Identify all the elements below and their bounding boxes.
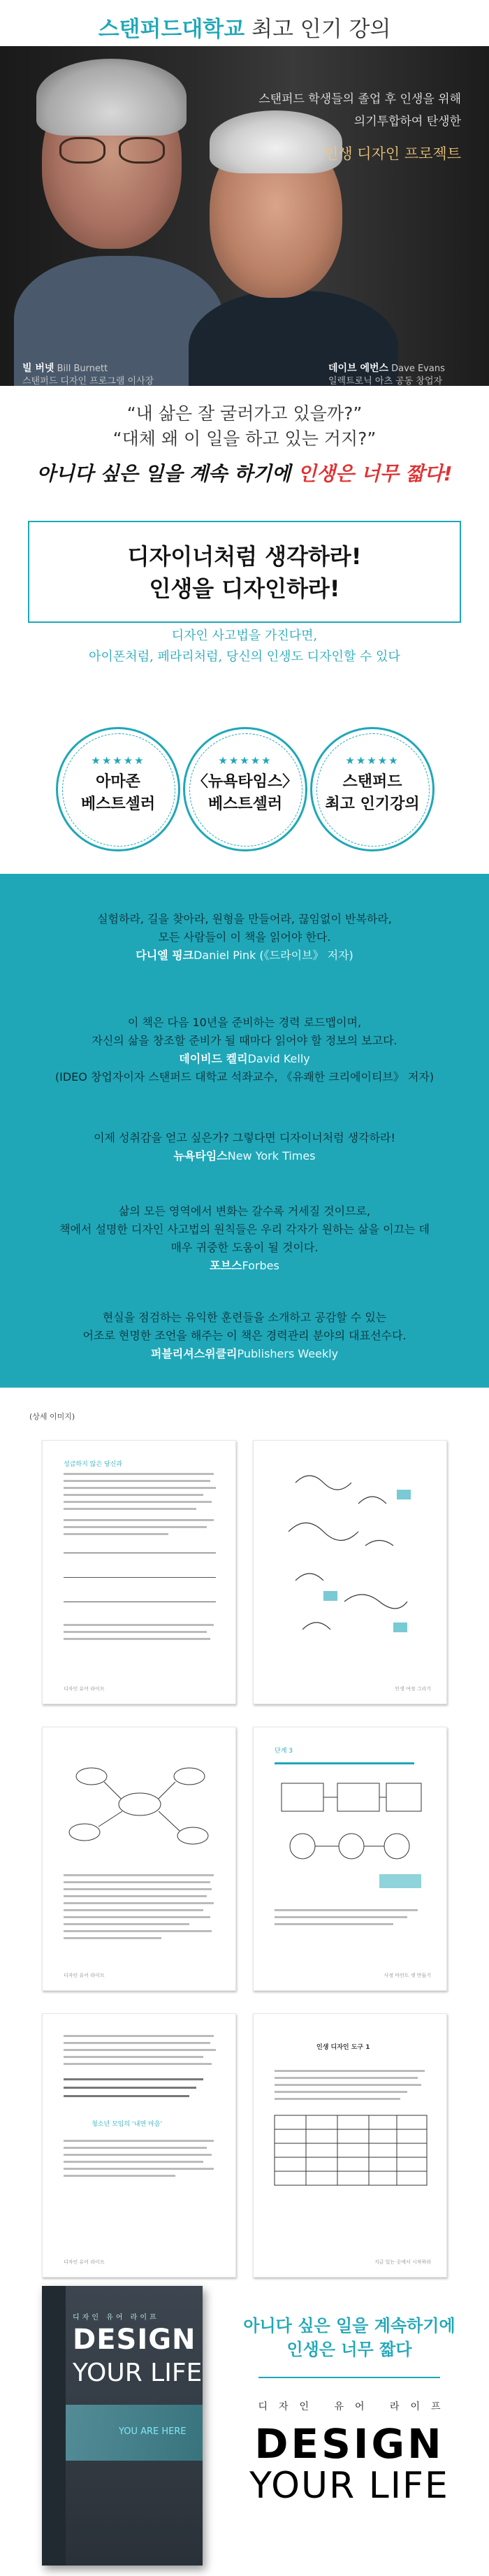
header-rest: 최고 인기 강의 [245,17,391,42]
text-line [64,2168,214,2170]
quote-section [0,386,489,491]
review-line: 이제 성취감을 얻고 싶은가? 그렇다면 디자이너처럼 생각하라! [94,1131,395,1144]
review-line: 모든 사람들이 이 책을 읽어야 한다. [158,930,331,944]
page-thumbnail [253,1727,447,1991]
diagram-node [384,1834,409,1859]
review-source [0,1345,489,1363]
review-line: 자신의 삶을 창조할 준비가 될 때마다 읽어야 할 정보의 보고다. [92,1034,397,1047]
text-line [64,1930,212,1932]
reviews-section [0,874,489,1388]
badge-stanford [310,727,435,851]
page-thumbnail [253,1440,447,1704]
text-line [275,2070,425,2072]
map-node [119,1793,161,1815]
tagline-highlight: 인생은 너무 짧다! [297,462,453,485]
text-line [64,1501,212,1503]
page-heading: 청소년 모임의 ‘내면 마음’ [92,2121,163,2128]
header-brand: 스탠퍼드대학교 [98,17,245,42]
page-footer: 지금 있는 곳에서 시작하라 [374,2259,431,2265]
review-line: 현실을 점검하는 유익한 훈련들을 소개하고 공감할 수 있는 [102,1311,387,1324]
text-line [64,1494,203,1496]
page-footer: 디자인 유어 라이프 [64,1686,105,1692]
badge-line: 〈뉴욕타임스〉 [192,773,298,791]
sketch-stroke [295,1574,323,1581]
text-line [64,1487,216,1489]
text-line [275,2077,418,2079]
text-line [275,1762,414,1764]
sketch-stroke [289,1523,358,1541]
sketch-stroke [302,1622,330,1629]
page-thumbnail [42,2013,236,2278]
design-line: 디자이너처럼 생각하라! [127,543,362,570]
badge-line: 베스트셀러 [80,796,156,813]
text-line [275,2098,400,2100]
author1-name-en: Bill Burnett [57,364,108,374]
mind-map [43,1748,236,1867]
review-line: 실험하라, 길을 찾아라, 원형을 만들어라, 끊임없이 반복하라, [97,912,392,926]
review-source [0,1050,489,1068]
book-cover [42,2286,203,2566]
map-node [76,1768,107,1785]
star-icon: ★★★★★ [345,754,400,767]
book-tagline: 인생은 너무 짧다 [286,2340,412,2359]
page-thumbnail [42,1440,236,1704]
review [0,1202,489,1275]
review-source-detail: (IDEO 창업자이자 스탠퍼드 대학교 석좌교수, 《유쾌한 크리에이티브》 저자) [54,1070,435,1084]
header [0,0,489,46]
text-line [64,2087,196,2089]
page-heading: 단계 3 [275,1748,293,1755]
design-line: 인생을 디자인하라! [149,575,340,602]
author1-glasses [59,137,105,164]
review [0,1014,489,1086]
author2-name: 데이브 에번스 [328,363,389,374]
book-title-en-2: YOUR LIFE [249,2465,449,2507]
map-node [69,1824,100,1841]
diagram-node [339,1834,364,1859]
text-line [64,1937,161,1939]
sketch-stroke [295,1476,351,1490]
text-line [64,1508,196,1510]
page-thumbnail [42,1727,236,1991]
text-line [64,2154,212,2156]
book-title-en-1: DESIGN [254,2420,444,2468]
workflow-diagram [254,1776,447,1895]
review [0,910,489,965]
text-line [64,2147,207,2149]
design-subtext [0,626,489,668]
text-line [64,1895,207,1897]
book-section [0,2286,489,2576]
review-source-name: 뉴욕타임스 [173,1149,228,1163]
cover-title-1: DESIGN [73,2324,196,2356]
review-source-rest: Forbes [242,1259,279,1272]
page-heading: 인생 디자인 도구 1 [316,2044,370,2051]
text-line [64,1923,189,1925]
badge-amazon [56,727,180,851]
quote-line: “내 삶은 잘 굴러가고 있을까?” [126,403,363,424]
review-line: 책에서 설명한 디자인 사고법의 원칙들은 우리 각자가 원하는 삶을 이끄는 데 [59,1223,430,1236]
review-source [0,947,489,965]
text-line [64,2078,203,2080]
text-line [275,2084,421,2086]
author1-glasses [119,137,165,164]
sketch-mark [393,1622,407,1632]
review-source [0,1147,489,1165]
text-line [275,1916,407,1918]
page-footer: 사정 마인드 셋 만들기 [384,1973,431,1978]
review-source-name: 다니엘 핑크 [136,949,194,962]
review-source-rest: David Kelly [247,1052,310,1065]
review-line: 어조로 현명한 조언을 해주는 이 책은 경력관리 분야의 대표선수다. [82,1329,407,1342]
review [0,1129,489,1165]
map-node [174,1768,205,1785]
cover-title-ko: 디자인 유어 라이프 [73,2314,159,2322]
review [0,1309,489,1363]
star-icon: ★★★★★ [218,754,272,767]
table-grid [275,2115,427,2185]
sketch-stroke [344,1595,407,1609]
text-line [64,1533,168,1535]
table-border [275,2115,427,2185]
page-heading: 성급하지 않은 당신과 [64,1461,122,1468]
text-line [275,1909,418,1911]
text-line [64,1902,214,1904]
text-line [275,2091,407,2093]
map-link [98,1782,180,1831]
book-title-ko: 디자인 유어 라이프 [258,2401,452,2412]
design-sub-line: 디자인 사고법을 가진다면, [171,628,318,643]
author1-caption [22,362,154,386]
badge-line: 스탠퍼드 [342,773,402,791]
text-line [64,2042,210,2044]
text-line [64,1888,212,1890]
review-source [0,1257,489,1275]
book-spine [42,2286,66,2566]
page-footer: 인생 여정 그리기 [395,1686,431,1692]
text-line [64,2175,175,2177]
review-line: 매우 귀중한 도움이 될 것이다. [170,1241,319,1254]
text-line [64,1526,207,1528]
text-line [64,1473,214,1475]
diagram-box [337,1783,379,1811]
tagline-part: 아니다 싶은 일을 계속 하기에 [36,462,298,485]
text-line [64,2095,189,2097]
sketch-mark [323,1591,337,1601]
text-line [64,2035,214,2037]
detail-label: (상세 이미지) [29,1412,75,1421]
quote-tagline [0,459,489,487]
sketch-mark [397,1490,411,1499]
text-line [64,1480,210,1482]
design-headline [28,521,461,623]
author2-caption [328,362,445,386]
diagram-box [282,1783,323,1811]
badge-line: 베스트셀러 [207,796,283,813]
text-line [64,2056,203,2058]
page-thumbnail [253,2013,447,2278]
hero-line: 의기투합하여 탄생한 [353,115,461,129]
diagram-node [290,1834,315,1859]
review-line: 이 책은 다음 10년을 준비하는 경력 로드맵이며, [127,1016,362,1029]
page-footer: 디자인 유어 라이프 [64,1973,105,1978]
cover-title-2: YOUR LIFE [73,2359,203,2387]
text-line [64,2161,203,2163]
review-source-rest: New York Times [227,1149,316,1163]
design-sub-line: 아이폰처럼, 페라리처럼, 당신의 인생도 디자인할 수 있다 [89,649,400,664]
diagram-box [386,1783,421,1811]
text-line [64,2063,212,2065]
text-line [64,2140,214,2142]
divider [258,2377,440,2378]
hero-text [258,88,461,165]
diagram-link [315,1797,386,1846]
author1-hair [36,59,187,136]
sketch-stroke [358,1497,386,1504]
page-footer: 디자인 유어 라이프 [64,2259,105,2265]
text-line [64,1916,210,1918]
text-line [64,1881,210,1883]
header-title [0,11,489,43]
text-line [64,2049,216,2051]
author2-name-en: Dave Evans [391,364,445,374]
author1-name: 빌 버넷 [22,363,54,374]
writing-line [64,1577,216,1578]
hero-line: 스탠퍼드 학생들의 졸업 후 인생을 위해 [258,92,461,106]
cover-sign: YOU ARE HERE [119,2426,187,2437]
text-line [64,1624,214,1626]
author2-role: 일렉트로닉 아츠 공동 창업자 [328,376,443,386]
map-node [177,1827,208,1844]
text-line [64,1874,214,1876]
book-text [231,2314,468,2507]
diagram-mark [379,1874,421,1888]
badge-line: 아마존 [96,773,140,791]
hero-highlight: 인생 디자인 프로젝트 [324,145,461,162]
author1-role: 스탠퍼드 디자인 프로그램 이사장 [22,376,154,386]
badge-line: 최고 인기강의 [325,796,420,813]
review-source-name: 데이비드 켈리 [179,1052,248,1065]
worksheet-table [254,2112,447,2196]
sketch-stroke [365,1541,393,1546]
book-tagline: 아니다 싶은 일을 계속하기에 [243,2316,455,2336]
badge-nyt [183,727,307,851]
review-line: 삶의 모든 영역에서 변화는 갈수록 거세질 것이므로, [118,1204,371,1218]
review-source-rest: Publishers Weekly [237,1347,339,1360]
quote-line: “대체 왜 이 일을 하고 있는 거지?” [112,429,377,449]
text-line [64,1631,207,1633]
text-line [64,1909,203,1911]
text-line [64,1638,210,1640]
review-source-rest: Daniel Pink (《드라이브》 저자) [194,949,353,962]
review-source-name: 퍼블리셔스위클리 [150,1347,238,1360]
hero-photo [0,46,489,386]
star-icon: ★★★★★ [91,754,145,767]
review-source-name: 포브스 [210,1259,242,1272]
text-line [64,1519,214,1521]
text-line [275,1923,393,1925]
journey-sketch [254,1441,447,1704]
